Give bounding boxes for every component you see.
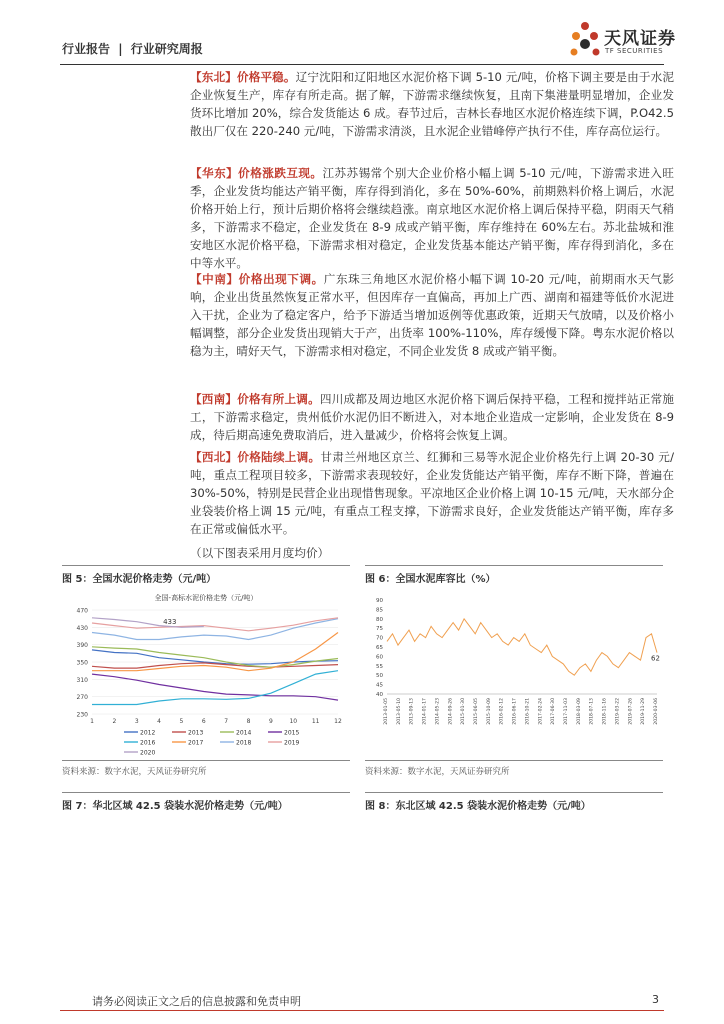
region-tag: 【西南】 — [190, 392, 238, 406]
x-tick-label: 10 — [289, 718, 298, 725]
legend-label-2020: 2020 — [140, 749, 156, 756]
page-number: 3 — [652, 993, 659, 1006]
chart-annotation: 433 — [163, 618, 177, 627]
y-tick-label: 55 — [376, 663, 383, 670]
y-tick-label: 470 — [76, 607, 88, 615]
x-tick-label: 2013-01-05 — [384, 698, 389, 725]
region-headline: 价格涨跌互现。 — [238, 166, 323, 180]
y-tick-label: 40 — [376, 692, 383, 698]
fig6-inventory-chart — [365, 586, 663, 756]
x-tick-label: 2013-05-10 — [396, 698, 402, 725]
legend-label-2015: 2015 — [284, 729, 300, 737]
x-tick-label: 2018-11-16 — [602, 698, 608, 725]
x-tick-label: 9 — [268, 718, 273, 725]
y-tick-label: 50 — [376, 673, 383, 680]
series-line-2019 — [92, 618, 338, 631]
legend-label-2018: 2018 — [236, 739, 252, 747]
y-tick-label: 45 — [376, 682, 383, 689]
chart-title: 全国-高标水泥价格走势（元/吨） — [154, 594, 258, 602]
x-tick-label: 1 — [90, 718, 94, 725]
region-headline: 价格出现下调。 — [238, 272, 324, 286]
x-tick-label: 2019-03-22 — [615, 698, 621, 725]
header-divider: | — [118, 42, 123, 56]
x-tick-label: 3 — [134, 718, 139, 725]
x-tick-label: 12 — [334, 718, 342, 725]
y-tick-label: 70 — [376, 635, 383, 642]
y-tick-label: 430 — [76, 624, 88, 632]
y-tick-label: 75 — [376, 626, 383, 633]
x-tick-label: 11 — [311, 718, 320, 725]
x-tick-label: 2 — [112, 718, 117, 725]
fig5-top-rule — [62, 565, 350, 566]
report-header — [62, 40, 207, 57]
x-tick-label: 2019-07-26 — [628, 698, 634, 725]
fig8-top-rule — [365, 792, 663, 793]
logo-en-text: TF SECURITIES — [605, 47, 664, 55]
region-tag: 【华东】 — [190, 166, 239, 180]
legend-label-2017: 2017 — [188, 739, 204, 747]
series-line-2016 — [92, 671, 338, 705]
fig6-bottom-rule — [365, 760, 663, 761]
x-tick-label: 2017-02-24 — [538, 698, 544, 725]
series-line-inventory — [387, 619, 657, 675]
logo-mark-icon — [568, 20, 602, 60]
region-tag: 【西北】 — [190, 450, 238, 464]
x-tick-label: 5 — [179, 718, 184, 725]
x-tick-label: 2018-07-13 — [589, 698, 595, 725]
region-headline: 价格陆续上调。 — [237, 450, 321, 464]
header-rule — [60, 64, 664, 65]
region-text: 江苏苏锡常个别大企业价格小幅上调 5-10 元/吨，下游需求进入旺季，企业发货均能达产销平衡，库存得到消化，多在 50%-60%，前期熟料价格上调后，水泥价格开始上行，预计后期价格将会继续趋涨。南京地区水泥价格上调后保持平稳，阴雨天气稍多，下游需求不稳定，企业发货在 8-9 成或产销平衡，库存维持在 60%左右。苏北盐城和淮安地区水泥价格平稳，下游需求相对稳定，企业发货基本能达产销平衡，库存得到消化，多在中等水平。 — [190, 166, 674, 270]
y-tick-label: 65 — [376, 645, 383, 651]
y-tick-label: 310 — [76, 676, 88, 684]
legend-label-2016: 2016 — [140, 739, 156, 747]
series-line-2018 — [92, 619, 338, 640]
x-tick-label: 2015-01-30 — [461, 698, 467, 725]
region-tag: 【中南】 — [190, 272, 239, 286]
report-type: 行业报告 — [62, 42, 111, 56]
region-paragraph-southwest — [190, 390, 674, 444]
x-tick-label: 6 — [201, 718, 206, 725]
fig6-title: 图 6：全国水泥库容比（%） — [365, 574, 496, 585]
legend-label-2019: 2019 — [284, 739, 300, 747]
fig5-source: 资料来源：数字水泥，天风证券研究所 — [62, 767, 207, 777]
y-tick-label: 85 — [376, 607, 383, 614]
y-tick-label: 270 — [76, 694, 88, 702]
fig6-source: 资料来源：数字水泥，天风证券研究所 — [365, 767, 510, 777]
x-tick-label: 2018-03-09 — [576, 698, 582, 725]
x-tick-label: 2013-09-13 — [409, 698, 415, 725]
x-tick-label: 4 — [157, 718, 162, 725]
x-tick-label: 2014-09-26 — [448, 698, 454, 725]
legend-label-2013: 2013 — [188, 729, 204, 737]
x-tick-label: 7 — [224, 718, 229, 725]
fig5-price-chart — [62, 586, 350, 756]
x-tick-label: 2017-06-30 — [551, 698, 557, 725]
chart-last-value-label: 62 — [651, 654, 660, 663]
region-text: 甘肃兰州地区京兰、红狮和三易等水泥企业价格先行上调 20-30 元/吨，重点工程项目较多，下游需求表现较好，企业发货能达产销平衡，库存不断下降，普遍在 30%-50%，特别是民营企业出现惜售现象。平凉地区企业价格上调 10-15 元/吨，天水部分企业袋装价格上调 15 元/吨，有重点工程支撑，下游需求良好，企业发货能达产销平衡，库存多在正常或偏低水平。 — [190, 450, 674, 536]
y-tick-label: 350 — [76, 659, 88, 667]
monthly-average-note: （以下图表采用月度均价） — [190, 546, 330, 560]
fig7-title: 图 7：华北区域 42.5 袋装水泥价格走势（元/吨） — [62, 801, 288, 812]
x-tick-label: 2016-02-12 — [499, 698, 505, 725]
x-tick-label: 2014-05-23 — [435, 698, 441, 725]
region-paragraph-east — [190, 164, 674, 272]
fig8-title: 图 8：东北区域 42.5 袋装水泥价格走势（元/吨） — [365, 801, 591, 812]
fig5-bottom-rule — [62, 760, 350, 761]
region-tag: 【东北】 — [190, 70, 237, 84]
x-tick-label: 2019-11-29 — [641, 698, 647, 725]
logo-cn-text: 天风证券 — [604, 29, 676, 49]
fig7-top-rule — [62, 792, 350, 793]
x-tick-label: 2020-03-06 — [654, 698, 659, 725]
y-tick-label: 390 — [76, 642, 88, 650]
region-headline: 价格有所上调。 — [237, 392, 320, 406]
region-paragraph-central-south — [190, 270, 674, 360]
region-text: 广东珠三角地区水泥价格小幅下调 10-20 元/吨，前期雨水天气影响，企业出货虽然恢复正常水平，但因库存一直偏高，再加上广西、湖南和福建等低价水泥进入干扰，企业为了稳定客户，给予下游适当增加返例等优惠政策，近期天气放晴，以及价格小幅调整，部分企业发货出现销大于产，出货率 100%-110%，库存缓慢下降。粤东水泥价格以稳为主，晴好天气，下游需求相对稳定，不同企业发货 8 成或产销平衡。 — [190, 272, 674, 358]
y-tick-label: 80 — [376, 616, 383, 623]
region-headline: 价格平稳。 — [236, 70, 296, 84]
legend-label-2012: 2012 — [140, 729, 156, 737]
legend-label-2014: 2014 — [236, 729, 252, 737]
region-text: 辽宁沈阳和辽阳地区水泥价格下调 5-10 元/吨，价格下调主要是由于水泥企业恢复生产，库存有所走高。据了解，下游需求继续恢复，且南下集港量明显增加，企业发货环比增加 20%，综合发货能达 6 成。春节过后，吉林长春地区水泥价格连续下调，P.O42.5 散出厂仅在 220-240 元/吨，下游需求清淡，且水泥企业错峰停产执行不佳，库存高位运行。 — [190, 70, 674, 138]
region-paragraph-northwest — [190, 448, 674, 538]
y-tick-label: 90 — [376, 598, 383, 604]
y-tick-label: 60 — [376, 654, 383, 661]
x-tick-label: 2016-10-21 — [525, 698, 531, 725]
x-tick-label: 2014-01-17 — [422, 698, 428, 725]
x-tick-label: 2016-06-17 — [512, 698, 518, 725]
x-tick-label: 2017-11-03 — [564, 698, 569, 725]
region-text: 四川成都及周边地区水泥价格下调后保持平稳，工程和搅拌站正常施工，下游需求稳定，贵州低价水泥仍旧不断进入，对本地企业造成一定影响，企业发货在 8-9 成，待后期高速免费取消后，进入量减少，价格将会恢复上调。 — [190, 392, 674, 442]
x-tick-label: 2015-06-05 — [474, 698, 479, 725]
report-series: 行业研究周报 — [130, 42, 203, 56]
region-paragraph-northeast — [190, 68, 674, 140]
footer-disclaimer: 请务必阅读正文之后的信息披露和免责申明 — [92, 995, 301, 1008]
footer-rule — [60, 1010, 664, 1011]
y-tick-label: 230 — [76, 711, 88, 719]
x-tick-label: 8 — [246, 718, 251, 725]
fig6-top-rule — [365, 565, 663, 566]
x-tick-label: 2015-10-09 — [486, 698, 492, 725]
company-logo — [568, 20, 678, 62]
fig5-title: 图 5：全国水泥价格走势（元/吨） — [62, 574, 217, 585]
series-line-2015 — [92, 674, 338, 700]
